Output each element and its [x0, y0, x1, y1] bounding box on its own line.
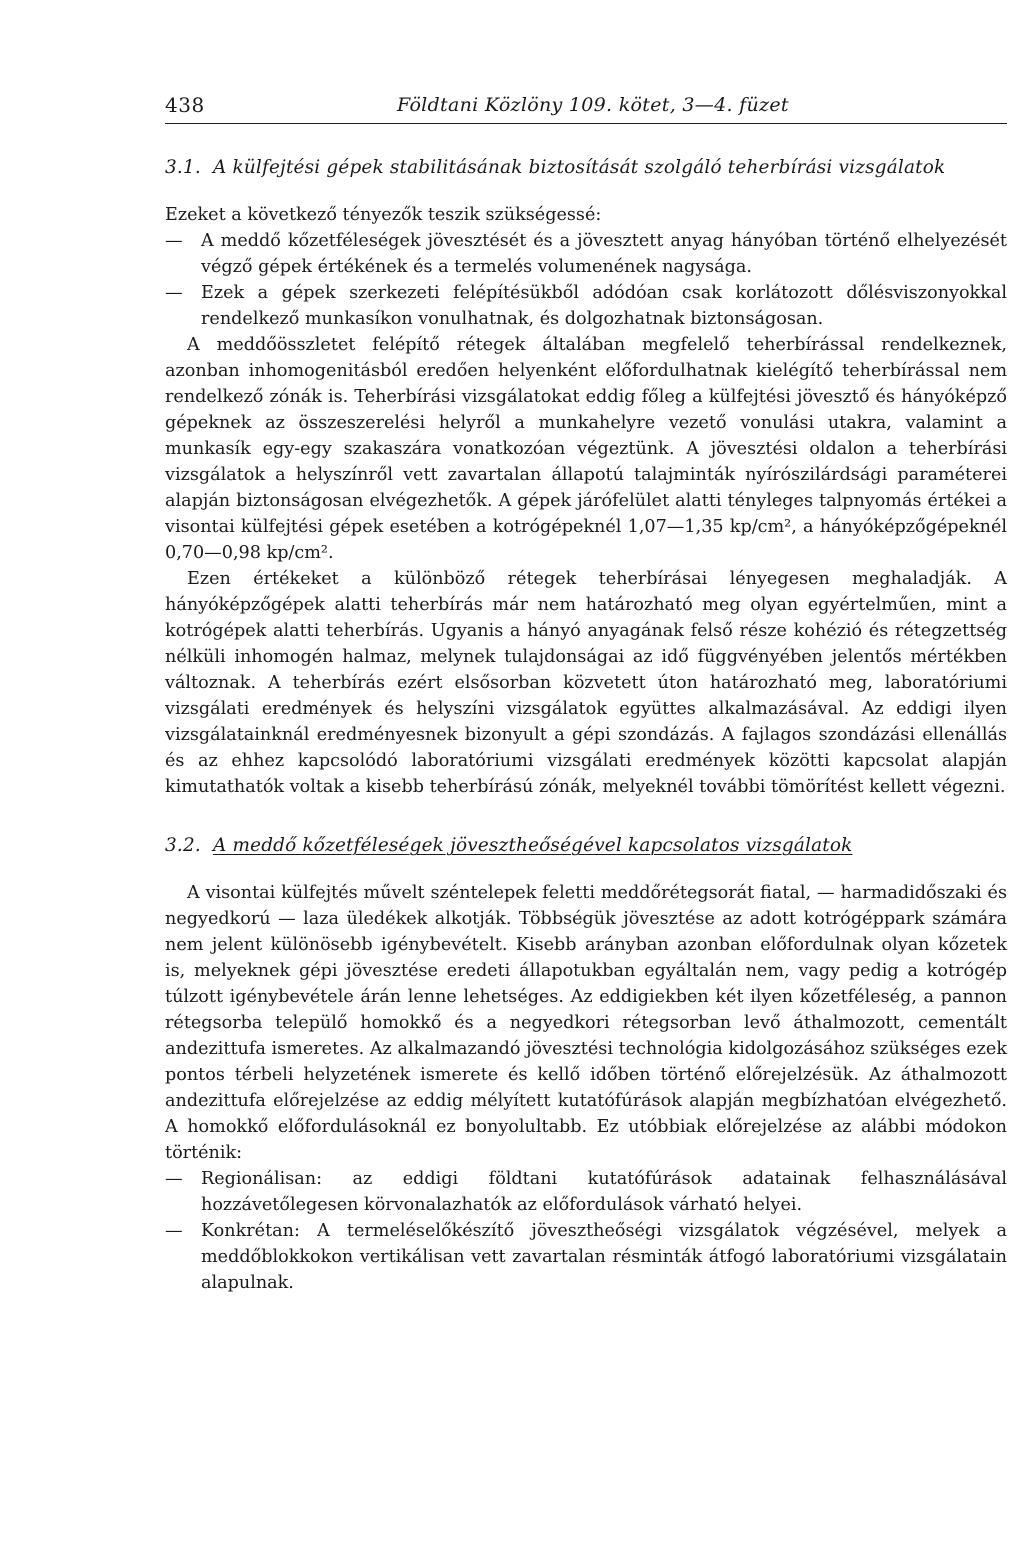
- section-heading-3-1: [165, 155, 1007, 181]
- list-item: [165, 280, 1007, 332]
- list-item-text: A meddő kőzetféleségek jövesztését és a jövesztett anyag hányóban történő elhelyezését végző gépek értékének és a termelés volumenének nagysága.: [201, 231, 1007, 277]
- dash-bullet: —: [165, 1169, 183, 1189]
- paragraph: Ezen értékeket a különböző rétegek teherbírásai lényegesen meghaladják. A hányóképzőgépek alatti teherbírás már nem határozható meg olyan egyértelműen, mint a kotrógépek alatti teherbírás. Ugyanis a hányó anyagának felső része kohézió és rétegzettség nélküli inhomogén halmaz, melynek tulajdonságai az idő függvényében jelentős mértékben változnak. A teherbírás ezért elsősorban közvetett úton határozható meg, laboratóriumi vizsgálati eredmények és helyszíni vizsgálatok együttes alkalmazásával. Az eddigi ilyen vizsgálatainknál eredményesnek bizonyult a gépi szondázás. A fajlagos szondázási ellenállás és az ehhez kapcsolódó laboratóriumi vizsgálati eredmények közötti kapcsolat alapján kimutathatók voltak a kisebb teherbírású zónák, melyeknél további tömörítést kellett végezni.: [165, 569, 1007, 797]
- list-item: [165, 228, 1007, 280]
- running-head: Földtani Közlöny 109. kötet, 3—4. füzet: [397, 94, 789, 116]
- list-item: [165, 1166, 1007, 1218]
- section-intro: Ezeket a következő tényezők teszik szükségessé:: [165, 205, 602, 225]
- page-content: [165, 155, 1007, 1296]
- dash-bullet: —: [165, 231, 183, 251]
- page-number: 438: [165, 93, 205, 117]
- page-header: [165, 93, 1007, 124]
- section-title: A meddő kőzetféleségek jövesztheőségével kapcsolatos vizsgálatok: [212, 835, 853, 856]
- paragraph: A meddőösszletet felépítő rétegek általában megfelelő teherbírással rendelkeznek, azonban inhomogenitásból eredően helyenként előfordulhatnak kielégítő teherbírással nem rendelkező zónák is. Teherbírási vizsgálatokat eddig főleg a külfejtési jövesztő és hányóképző gépeknek az összeszerelési helyről a munkahelyre vezető vonulási utakra, valamint a munkasík egy-egy szakaszára vonatkozóan végeztünk. A jövesztési oldalon a teherbírási vizsgálatok a helyszínről vett zavartalan állapotú talajminták nyírószilárdsági paraméterei alapján biztonságosan elvégezhetők. A gépek járófelület alatti tényleges talpnyomás értékei a visontai külfejtési gépek esetében a kotrógépeknél 1,07—1,35 kp/cm², a hányóképzőgépeknél 0,70—0,98 kp/cm².: [165, 335, 1007, 563]
- list-item: [165, 1218, 1007, 1296]
- dash-bullet: —: [165, 283, 183, 303]
- dash-bullet: —: [165, 1221, 183, 1241]
- list-item-text: Konkrétan: A termeléselőkészítő jövesztheőségi vizsgálatok végzésével, melyek a meddőblokkokon vertikálisan vett zavartalan résminták átfogó laboratóriumi vizsgálatain alapulnak.: [201, 1221, 1007, 1293]
- section-title: A külfejtési gépek stabilitásának biztosítását szolgáló teherbírási vizsgálatok: [212, 157, 946, 178]
- section-number: 3.1.: [165, 157, 201, 178]
- list-item-text: Ezek a gépek szerkezeti felépítésükből adódóan csak korlátozott dőlésviszonyokkal rendelkező munkasíkon vonulhatnak, és dolgozhatnak biztonságosan.: [201, 283, 1007, 329]
- section-heading-3-2: [165, 833, 1007, 859]
- section-number: 3.2.: [165, 835, 201, 856]
- list-item-text: Regionálisan: az eddigi földtani kutatófúrások adatainak felhasználásával hozzávetőlegesen körvonalazhatók az előfordulások várható helyei.: [201, 1169, 1007, 1215]
- paragraph: A visontai külfejtés művelt széntelepek feletti meddőrétegsorát fiatal, — harmadidőszaki és negyedkorú — laza üledékek alkotják. Többségük jövesztése az adott kotrógéppark számára nem jelent különösebb igénybevételt. Kisebb arányban azonban előfordulnak olyan kőzetek is, melyeknek gépi jövesztése eredeti állapotukban egyáltalán nem, vagy pedig a kotrógép túlzott igénybevétele árán lenne lehetséges. Az eddigiekben két ilyen kőzetféleség, a pannon rétegsorba települő homokkő és a negyedkori rétegsorban levő áthalmozott, cementált andezittufa ismeretes. Az alkalmazandó jövesztési technológia kidolgozásához szükséges ezek pontos térbeli helyzetének ismerete és kellő időben történő előrejelzésük. Az áthalmozott andezittufa előrejelzése az eddig mélyített kutatófúrások alapján megbízhatóan elvégezhető. A homokkő előfordulásoknál ez bonyolultabb. Ez utóbbiak előrejelzése az alábbi módokon történik:: [165, 883, 1007, 1163]
